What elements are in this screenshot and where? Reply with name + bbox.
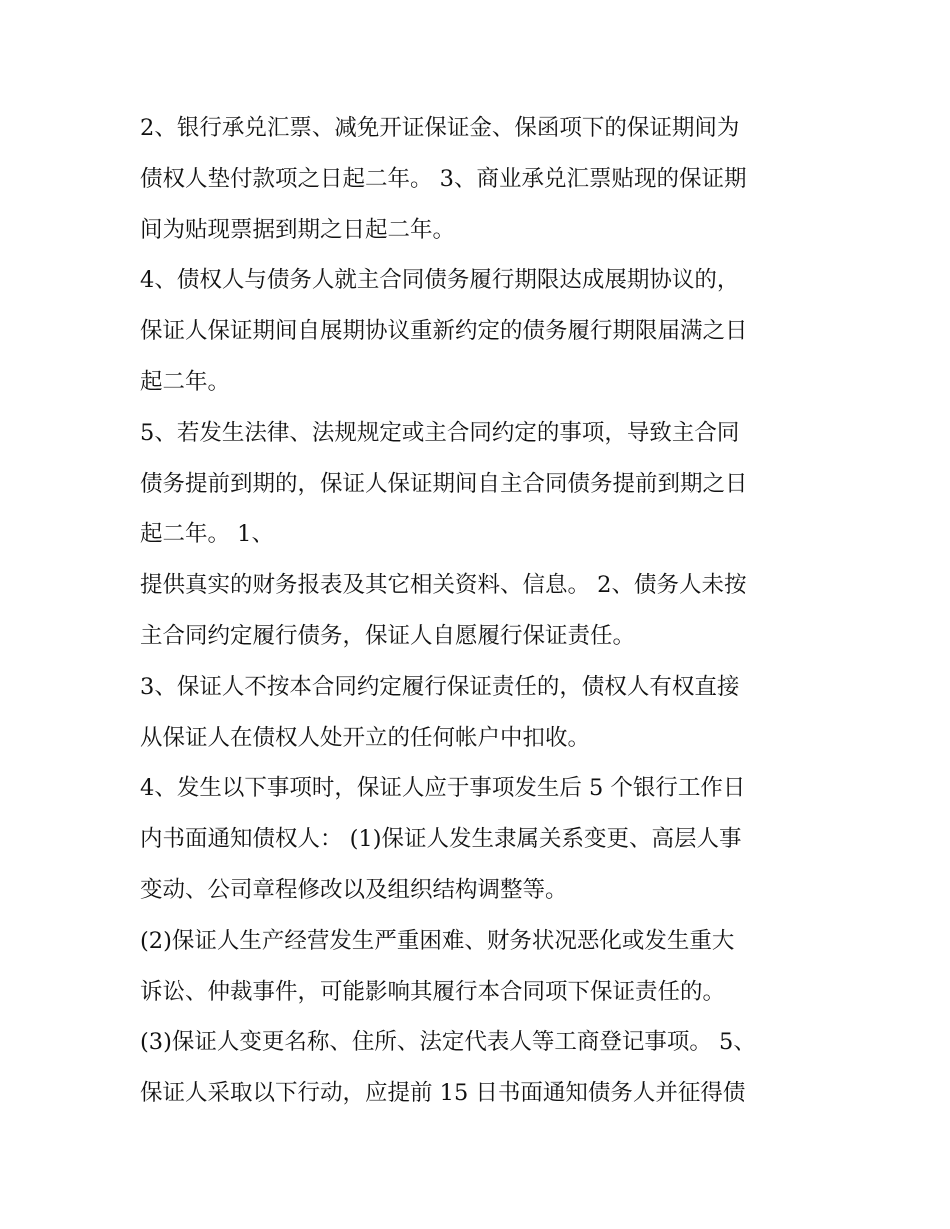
text-line: 3、保证人不按本合同约定履行保证责任的，债权人有权直接 (140, 673, 740, 700)
text-line: 债权人垫付款项之日起二年。 3、商业承兑汇票贴现的保证期 (140, 165, 747, 192)
text-line: 起二年。 1、 (140, 521, 274, 548)
text-line: 2、银行承兑汇票、减免开证保证金、保函项下的保证期间为 (140, 115, 740, 141)
document-body (140, 103, 820, 1119)
text-line: 债务提前到期的，保证人保证期间自主合同债务提前到期之日 (140, 470, 748, 497)
text-line: 主合同约定履行债务，保证人自愿履行保证责任。 (140, 622, 636, 649)
text-line: 4、发生以下事项时，保证人应于事项发生后 5 个银行工作日 (140, 775, 746, 802)
text-line: 4、债权人与债务人就主合同债务履行期限达成展期协议的， (140, 267, 740, 294)
text-line: 间为贴现票据到期之日起二年。 (140, 216, 456, 243)
text-line: 从保证人在债权人处开立的任何帐户中扣收。 (140, 724, 591, 751)
text-line: 诉讼、仲裁事件，可能影响其履行本合同项下保证责任的。 (140, 978, 726, 1005)
text-line: (2)保证人生产经营发生严重困难、财务状况恶化或发生重大 (140, 927, 735, 954)
text-line: 提供真实的财务报表及其它相关资料、信息。 2、债务人未按 (140, 572, 747, 599)
text-line: (3)保证人变更名称、住所、法定代表人等工商登记事项。 5、 (140, 1029, 756, 1056)
text-line: 起二年。 (140, 368, 231, 395)
text-line: 变动、公司章程修改以及组织结构调整等。 (140, 876, 568, 903)
text-line: 保证人采取以下行动，应提前 15 日书面通知债务人并征得债 (140, 1080, 746, 1107)
text-line: 保证人保证期间自展期协议重新约定的债务履行期限届满之日 (140, 318, 748, 345)
text-line: 5、若发生法律、法规规定或主合同约定的事项，导致主合同 (140, 419, 740, 446)
text-line: 内书面通知债权人： (1)保证人发生隶属关系变更、高层人事 (140, 826, 742, 853)
